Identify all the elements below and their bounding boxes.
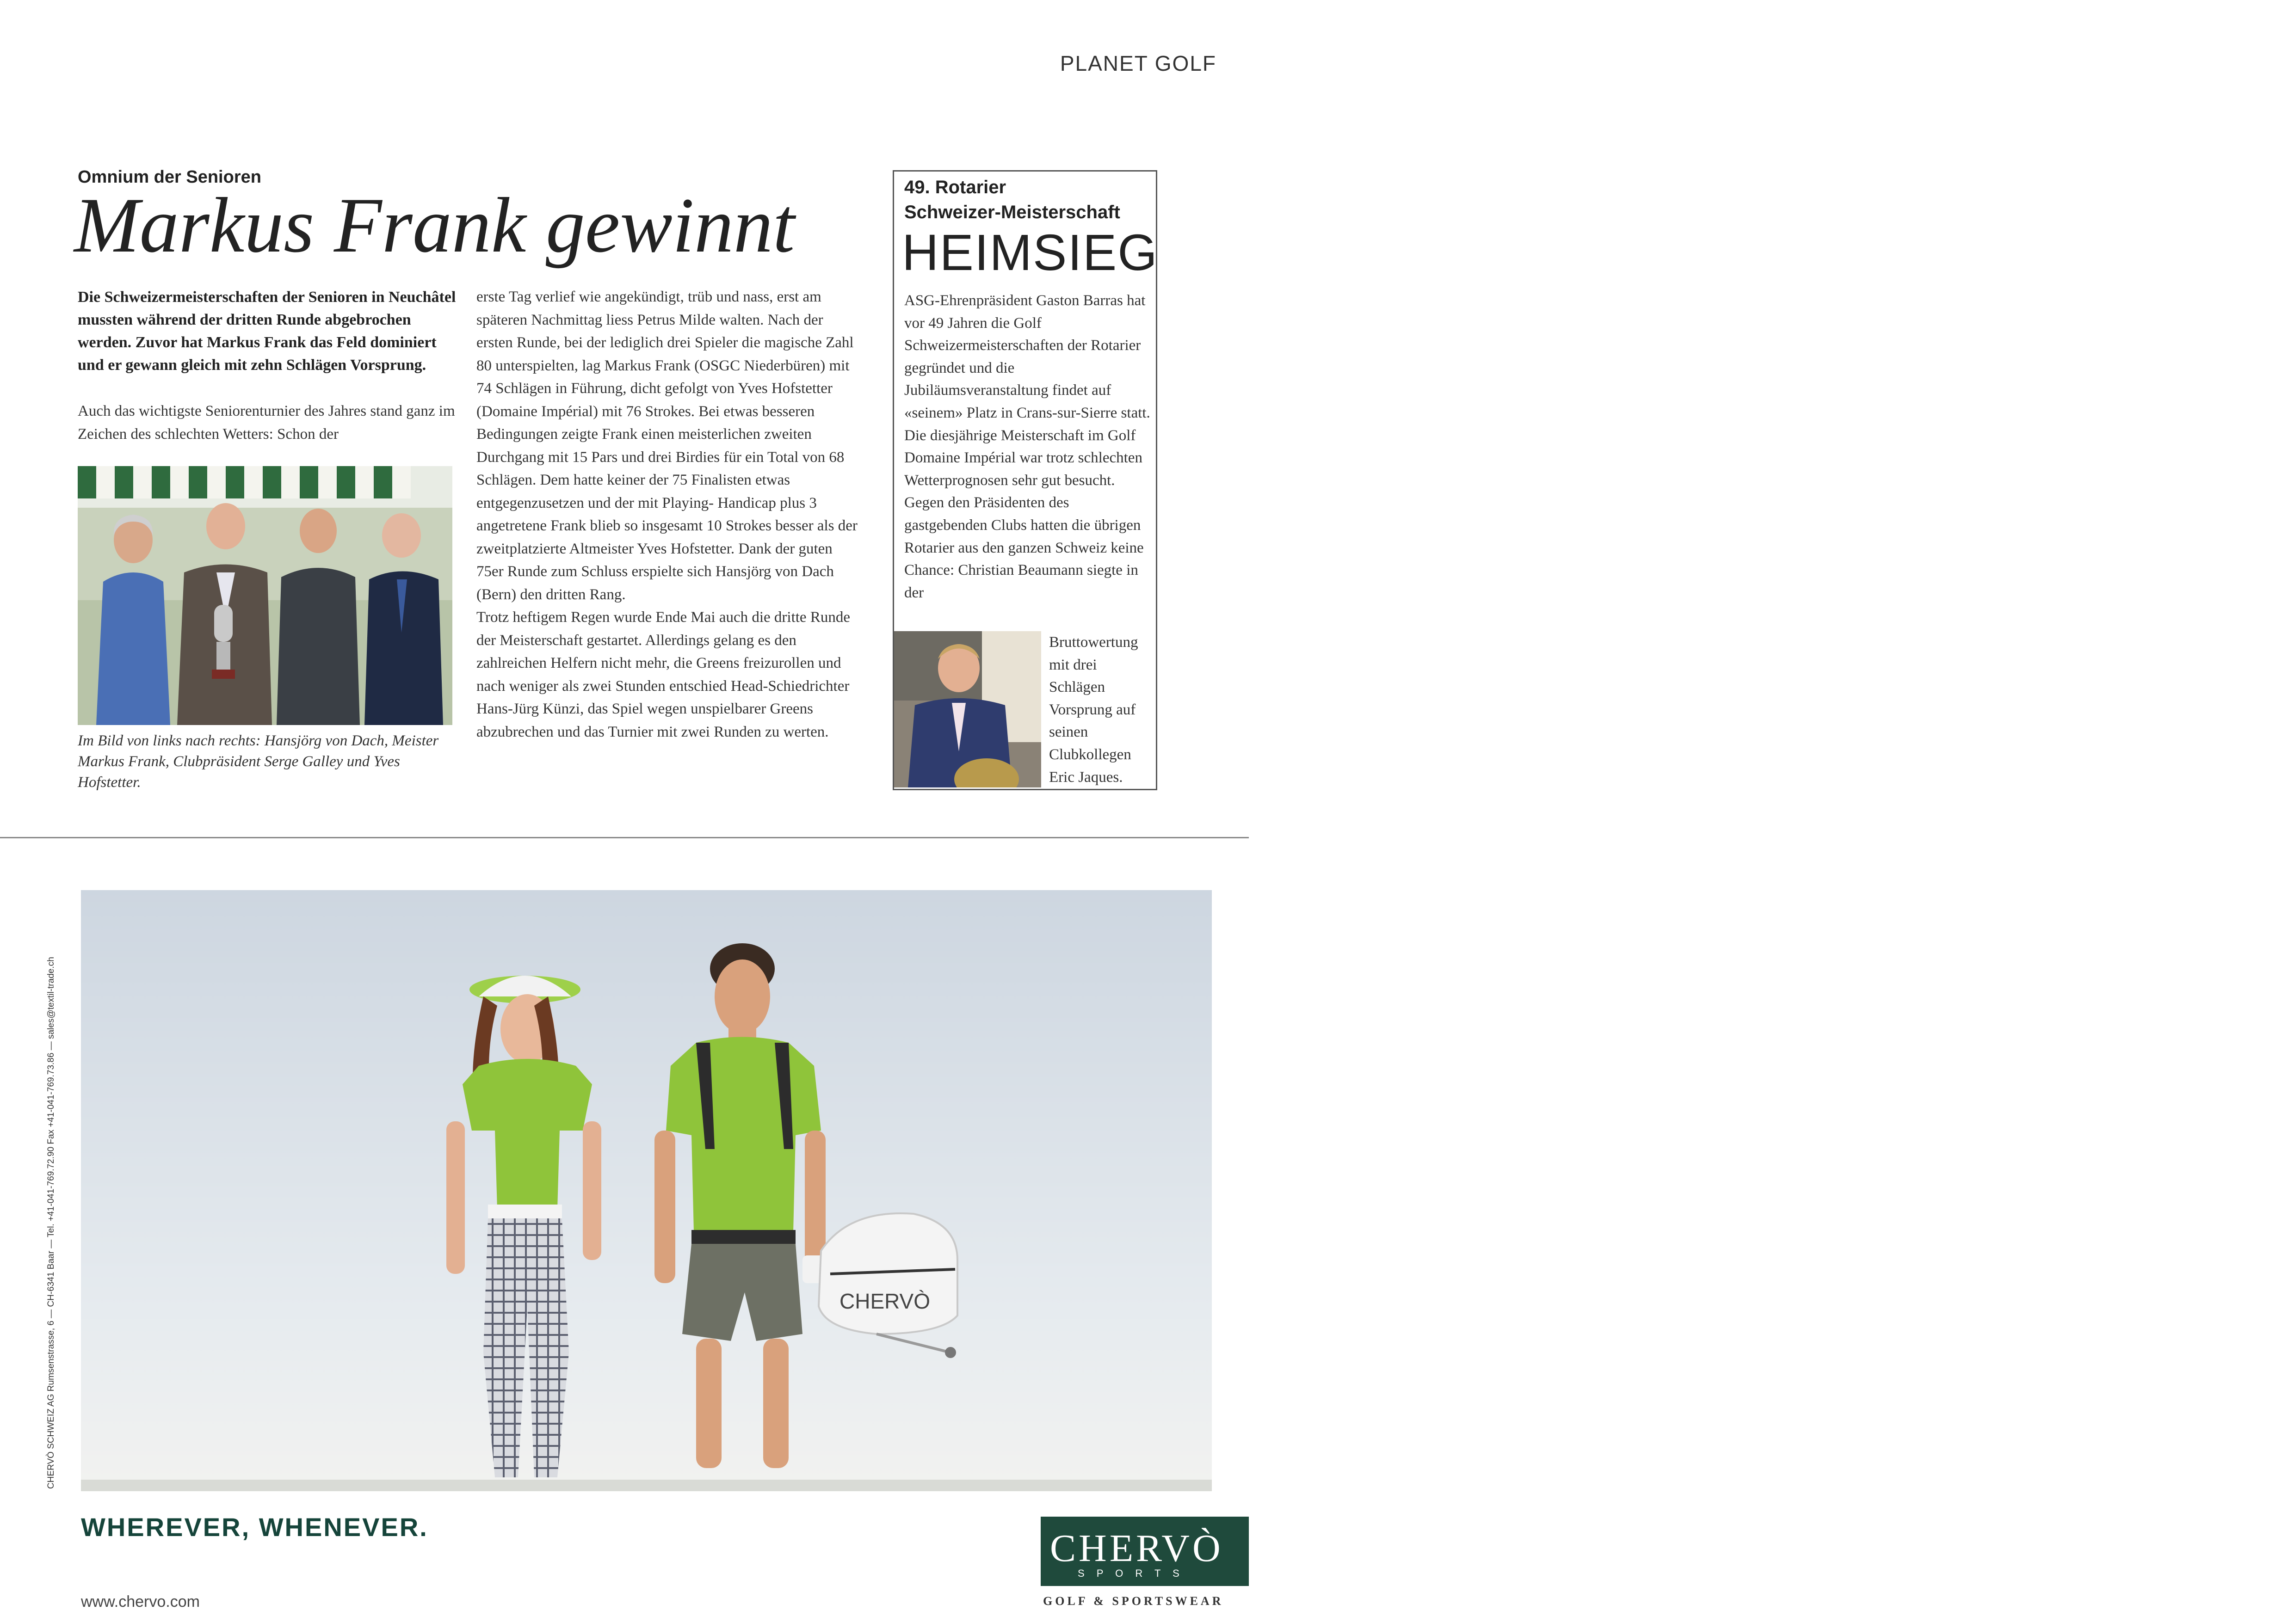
article-headline: Markus Frank gewinnt xyxy=(74,182,795,269)
chervo-logo xyxy=(1041,1517,1249,1586)
winner-photo-image xyxy=(894,631,1041,787)
ad-url[interactable]: www.chervo.com xyxy=(81,1593,200,1611)
article-kicker: Omnium der Senioren xyxy=(78,167,261,187)
sidebar-title: HEIMSIEG xyxy=(902,224,1158,281)
body-paragraph: erste Tag verlief wie angekündigt, trüb und nass, erst am späteren Nachmittag liess Petrus Milde walten. Nach der ersten Runde, bei der lediglich drei Spieler die magische Zahl 80 unterspielten, lag Markus Frank (OSGC Niederbüren) mit 74 Schlägen in Führung, dicht gefolgt von Yves Hofstetter (Domaine Impérial) mit 76 Strokes. Bei etwas besseren Bedingungen zeigte Frank einen meisterlichen zweiten Durchgang mit 15 Pars und drei Birdies für ein Total von 68 Schlägen. Dem hatte keiner der 75 Finalisten etwas entgegenzusetzen und der mit Playing- Handicap plus 3 angetretene Frank blieb so insgesamt 10 Strokes besser als der zweitplatzierte Altmeister Yves Hofstetter. Dank der guten 75er Runde zum Schluss erspielte sich Hansjörg von Dach (Bern) den dritten Rang. xyxy=(476,289,858,603)
section-label: PLANET GOLF xyxy=(1060,51,1216,75)
sidebar-kicker-line2: Schweizer-Meisterschaft xyxy=(904,202,1120,222)
sidebar-photo xyxy=(894,631,1041,787)
chervo-ad-photo xyxy=(81,890,1212,1491)
group-photo-image xyxy=(78,466,452,725)
sidebar-kicker-line1: 49. Rotarier xyxy=(904,177,1006,197)
logo-sports: S P O R T S xyxy=(1078,1568,1184,1579)
article-body-col2 xyxy=(476,286,860,744)
bag-brand-text: CHERVÒ xyxy=(839,1289,930,1313)
sidebar-kicker xyxy=(904,175,1154,225)
trophy-icon xyxy=(214,605,233,642)
ad-imprint: CHERVÒ SCHWEIZ AG Rumsenstrasse, 6 — CH-6341 Baar — Tel. +41-041-769.72.90 Fax +41-041-769.73.86 — sales@textil-trade.ch xyxy=(46,957,56,1489)
page-divider xyxy=(0,837,1249,838)
article-body-col1: Auch das wichtigste Seniorenturnier des Jahres stand ganz im Zeichen des schlechten Wetters: Schon der xyxy=(78,403,455,443)
striped-awning xyxy=(78,466,411,498)
logo-name: CHERVÒ xyxy=(1050,1527,1223,1570)
article-photo xyxy=(78,466,452,725)
ad-tagline: WHEREVER, WHENEVER. xyxy=(81,1512,428,1542)
photo-caption: Im Bild von links nach rechts: Hansjörg von Dach, Meister Markus Frank, Clubpräsident Serge Galley und Yves Hofstetter. xyxy=(78,732,439,791)
golf-couple-image xyxy=(81,890,1212,1491)
sidebar-text: ASG-Ehrenpräsident Gaston Barras hat vor 49 Jahren die Golf Schweizermeisterschaften der Rotarier gegründet und die Jubiläumsveranstaltung findet auf «seinem» Platz in Crans-sur-Sierre statt. Die diesjährige Meisterschaft im Golf Domaine Impérial war trotz schlechten Wetterprognosen sehr gut besucht. Gegen den Präsidenten des gastgebenden Clubs hatten die übrigen Rotarier aus den ganzen Schweiz keine Chance: Christian Beaumann siegte in der xyxy=(904,292,1150,601)
body-paragraph: Trotz heftigem Regen wurde Ende Mai auch die dritte Runde der Meisterschaft gestartet. Allerdings gelang es den zahlreichen Helfern nicht mehr, die Greens freizurollen und nach weniger als zwei Stunden entschied Head-Schiedrichter Hans-Jürg Künzi, das Spiel wegen unspielbarer Greens abzubrechen und das Turnier mit zwei Runden zu werten. xyxy=(476,609,850,740)
sidebar-text-side: Bruttowertung mit drei Schlägen Vorsprung auf seinen Clubkollegen Eric Jaques. xyxy=(1049,634,1138,786)
logo-subtitle: GOLF & SPORTSWEAR xyxy=(1043,1594,1224,1608)
article-lead: Die Schweizermeisterschaften der Senioren in Neuchâtel mussten während der dritten Runde abgebrochen werden. Zuvor hat Markus Frank das Feld dominiert und er gewann gleich mit zehn Schlägen Vorsprung. xyxy=(78,289,456,374)
